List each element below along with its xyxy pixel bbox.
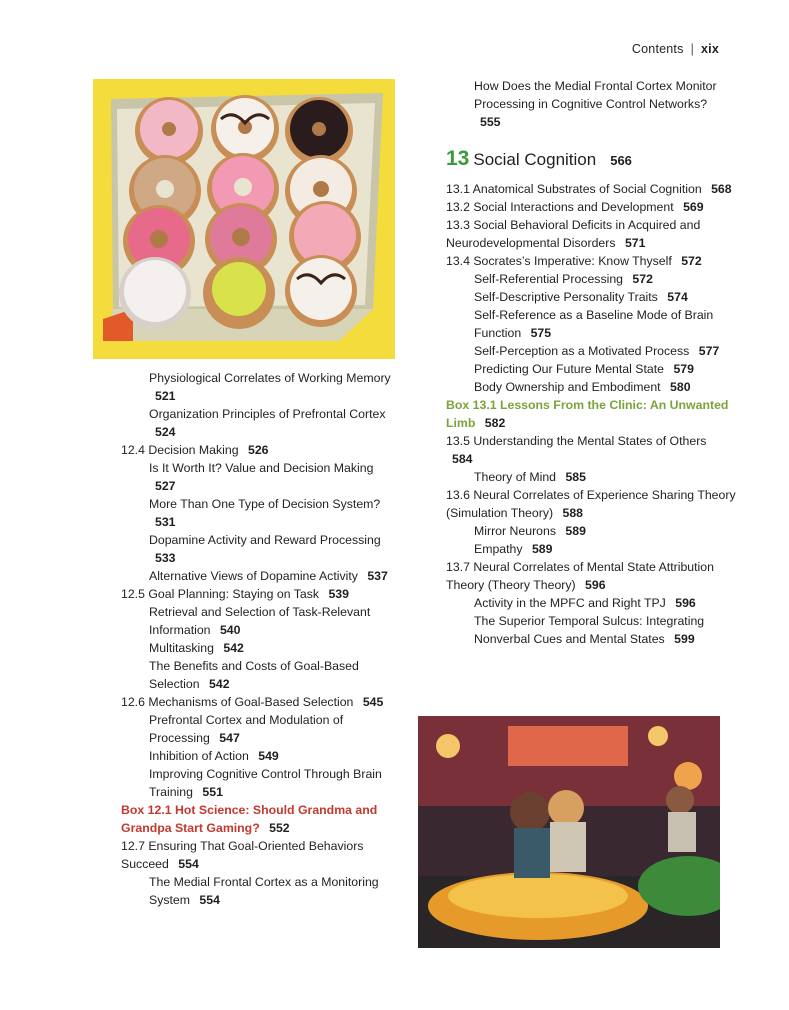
toc-entry-title: Organization Principles of Prefrontal Cortex — [149, 407, 386, 421]
toc-subsection-entry[interactable] — [121, 747, 396, 765]
toc-entry-page: 531 — [155, 515, 176, 529]
toc-entry-page: 540 — [219, 623, 241, 637]
toc-subsection-entry[interactable] — [446, 522, 736, 540]
header-section: Contents — [631, 42, 684, 56]
toc-entry-title: 12.5 Goal Planning: Staying on Task — [121, 587, 320, 601]
toc-entry-title: Multitasking — [149, 641, 214, 655]
toc-entry-title: Self-Descriptive Personality Traits — [474, 290, 658, 304]
toc-entry-title: 12.6 Mechanisms of Goal-Based Selection — [121, 695, 354, 709]
bumper-cars-photo — [418, 716, 720, 948]
toc-subsection-entry[interactable] — [121, 495, 396, 531]
toc-entry-title: 13.2 Social Interactions and Development — [446, 200, 674, 214]
toc-entry-title: Self-Reference as a Baseline Mode of Brain Function — [474, 308, 714, 340]
toc-subsection-entry[interactable] — [121, 369, 396, 405]
toc-subsection-entry[interactable] — [121, 873, 396, 909]
toc-subsection-entry[interactable] — [446, 594, 736, 612]
toc-subsection-entry[interactable] — [446, 540, 736, 558]
toc-entry-page: 539 — [328, 587, 349, 601]
toc-entry-title: More Than One Type of Decision System? — [149, 497, 381, 511]
toc-entry-page: 537 — [367, 569, 388, 583]
toc-entry-title: 13.5 Understanding the Mental States of Others — [446, 434, 707, 448]
toc-subsection-entry[interactable] — [446, 77, 736, 131]
toc-section-entry[interactable] — [446, 486, 736, 522]
toc-entry-page: 574 — [667, 290, 688, 304]
toc-subsection-entry[interactable] — [121, 603, 396, 639]
toc-entry-title: Self-Perception as a Motivated Process — [474, 344, 690, 358]
toc-subsection-entry[interactable] — [121, 765, 396, 801]
toc-entry-page: 577 — [698, 344, 720, 358]
toc-entry-page: 596 — [675, 596, 696, 610]
toc-entry-title: Self-Referential Processing — [474, 272, 623, 286]
toc-section-entry[interactable] — [446, 432, 736, 468]
toc-entry-title: 12.4 Decision Making — [121, 443, 239, 457]
toc-entry-page: 572 — [681, 254, 702, 268]
toc-section-entry[interactable] — [121, 837, 396, 873]
toc-section-entry[interactable] — [121, 441, 396, 459]
toc-entry-title: 13.4 Socrates’s Imperative: Know Thyself — [446, 254, 672, 268]
toc-subsection-entry[interactable] — [446, 468, 736, 486]
toc-entry-page: 554 — [178, 857, 199, 871]
toc-entry-page: 527 — [155, 479, 176, 493]
toc-entry-title: Activity in the MPFC and Right TPJ — [474, 596, 666, 610]
toc-entry-title: Mirror Neurons — [474, 524, 556, 538]
toc-section-entry[interactable] — [446, 180, 736, 198]
toc-entry-page: 552 — [269, 821, 290, 835]
toc-subsection-entry[interactable] — [446, 378, 736, 396]
toc-section-entry[interactable] — [446, 198, 736, 216]
toc-subsection-entry[interactable] — [121, 639, 396, 657]
toc-entry-page: 554 — [199, 893, 220, 907]
toc-entry-title: 12.7 Ensuring That Goal-Oriented Behaviors Succeed — [121, 839, 364, 871]
chapter-number: 13 — [446, 147, 470, 170]
toc-entry-title: Is It Worth It? Value and Decision Making — [149, 461, 374, 475]
toc-section-entry[interactable] — [446, 216, 736, 252]
toc-entry-page: 521 — [155, 389, 176, 403]
toc-entry-title: Box 13.1 Lessons From the Clinic: An Unwanted Limb — [446, 398, 729, 430]
chapter-title: Social Cognition — [473, 150, 597, 169]
toc-entry-title: The Benefits and Costs of Goal-Based Selection — [149, 659, 359, 691]
toc-entry-page: 585 — [565, 470, 586, 484]
toc-entry-page: 599 — [674, 632, 695, 646]
toc-section-entry[interactable] — [121, 693, 396, 711]
box-entry[interactable] — [121, 801, 396, 837]
toc-entry-page: 575 — [530, 326, 552, 340]
toc-entry-title: Improving Cognitive Control Through Brain Training — [149, 767, 382, 799]
toc-entry-title: Theory of Mind — [474, 470, 557, 484]
toc-entry-page: 584 — [452, 452, 473, 466]
toc-entry-page: 555 — [480, 115, 501, 129]
toc-entry-title: Inhibition of Action — [149, 749, 249, 763]
toc-entry-title: 13.7 Neural Correlates of Mental State Attribution Theory (Theory Theory) — [446, 560, 714, 592]
toc-subsection-entry[interactable] — [121, 531, 396, 567]
toc-entry-title: The Medial Frontal Cortex as a Monitoring System — [149, 875, 379, 907]
chapter-page: 566 — [610, 153, 632, 168]
toc-subsection-entry[interactable] — [446, 612, 736, 648]
toc-subsection-entry[interactable] — [121, 711, 396, 747]
toc-entry-title: Predicting Our Future Mental State — [474, 362, 665, 376]
toc-entry-title: Empathy — [474, 542, 523, 556]
toc-subsection-entry[interactable] — [446, 306, 736, 342]
toc-entry-title: Physiological Correlates of Working Memory — [149, 371, 391, 385]
toc-left-column — [121, 369, 396, 909]
toc-entry-page: 588 — [562, 506, 584, 520]
box-entry[interactable] — [446, 396, 736, 432]
toc-entry-title: 13.1 Anatomical Substrates of Social Cognition — [446, 182, 702, 196]
toc-entry-page: 542 — [209, 677, 230, 691]
toc-entry-page: 571 — [624, 236, 646, 250]
toc-entry-page: 579 — [673, 362, 694, 376]
toc-entry-title: The Superior Temporal Sulcus: Integrating Nonverbal Cues and Mental States — [474, 614, 705, 646]
toc-right-column — [446, 180, 736, 648]
toc-entry-page: 582 — [484, 416, 506, 430]
toc-entry-page: 572 — [632, 272, 653, 286]
toc-entry-page: 542 — [223, 641, 244, 655]
toc-subsection-entry[interactable] — [121, 657, 396, 693]
toc-entry-page: 551 — [202, 785, 223, 799]
toc-entry-page: 547 — [219, 731, 240, 745]
toc-entry-page: 589 — [531, 542, 553, 556]
toc-subsection-entry[interactable] — [446, 360, 736, 378]
toc-entry-page: 526 — [248, 443, 269, 457]
toc-entry-page: 589 — [565, 524, 586, 538]
toc-entry-title: Alternative Views of Dopamine Activity — [149, 569, 358, 583]
toc-subsection-entry[interactable] — [446, 270, 736, 288]
toc-entry-page: 545 — [362, 695, 384, 709]
toc-subsection-entry[interactable] — [121, 405, 396, 441]
running-header — [632, 42, 719, 56]
toc-entry-page: 524 — [155, 425, 176, 439]
toc-right-column-top — [446, 77, 736, 131]
toc-entry-title: Prefrontal Cortex and Modulation of Processing — [149, 713, 344, 745]
chapter-13-heading[interactable] — [446, 147, 736, 170]
toc-subsection-entry[interactable] — [446, 288, 736, 306]
toc-entry-title: How Does the Medial Frontal Cortex Monitor Processing in Cognitive Control Networks? — [474, 79, 717, 111]
toc-subsection-entry[interactable] — [121, 459, 396, 495]
toc-entry-page: 568 — [711, 182, 732, 196]
toc-entry-title: Body Ownership and Embodiment — [474, 380, 661, 394]
toc-entry-title: 13.3 Social Behavioral Deficits in Acquired and Neurodevelopmental Disorders — [446, 218, 701, 250]
toc-entry-title: Box 12.1 Hot Science: Should Grandma and Grandpa Start Gaming? — [121, 803, 378, 835]
toc-section-entry[interactable] — [121, 585, 396, 603]
toc-section-entry[interactable] — [446, 558, 736, 594]
toc-entry-page: 580 — [670, 380, 691, 394]
donut-box-photo — [93, 79, 395, 359]
toc-entry-title: Retrieval and Selection of Task-Relevant Information — [149, 605, 371, 637]
toc-entry-page: 549 — [258, 749, 279, 763]
header-page-number: xix — [701, 42, 719, 56]
toc-entry-page: 569 — [683, 200, 704, 214]
header-separator: | — [690, 42, 695, 56]
toc-entry-page: 533 — [155, 551, 176, 565]
toc-entry-title: Dopamine Activity and Reward Processing — [149, 533, 381, 547]
toc-entry-page: 596 — [585, 578, 606, 592]
toc-subsection-entry[interactable] — [446, 342, 736, 360]
toc-subsection-entry[interactable] — [121, 567, 396, 585]
toc-entry-title: 13.6 Neural Correlates of Experience Sharing Theory (Simulation Theory) — [446, 488, 736, 520]
toc-section-entry[interactable] — [446, 252, 736, 270]
